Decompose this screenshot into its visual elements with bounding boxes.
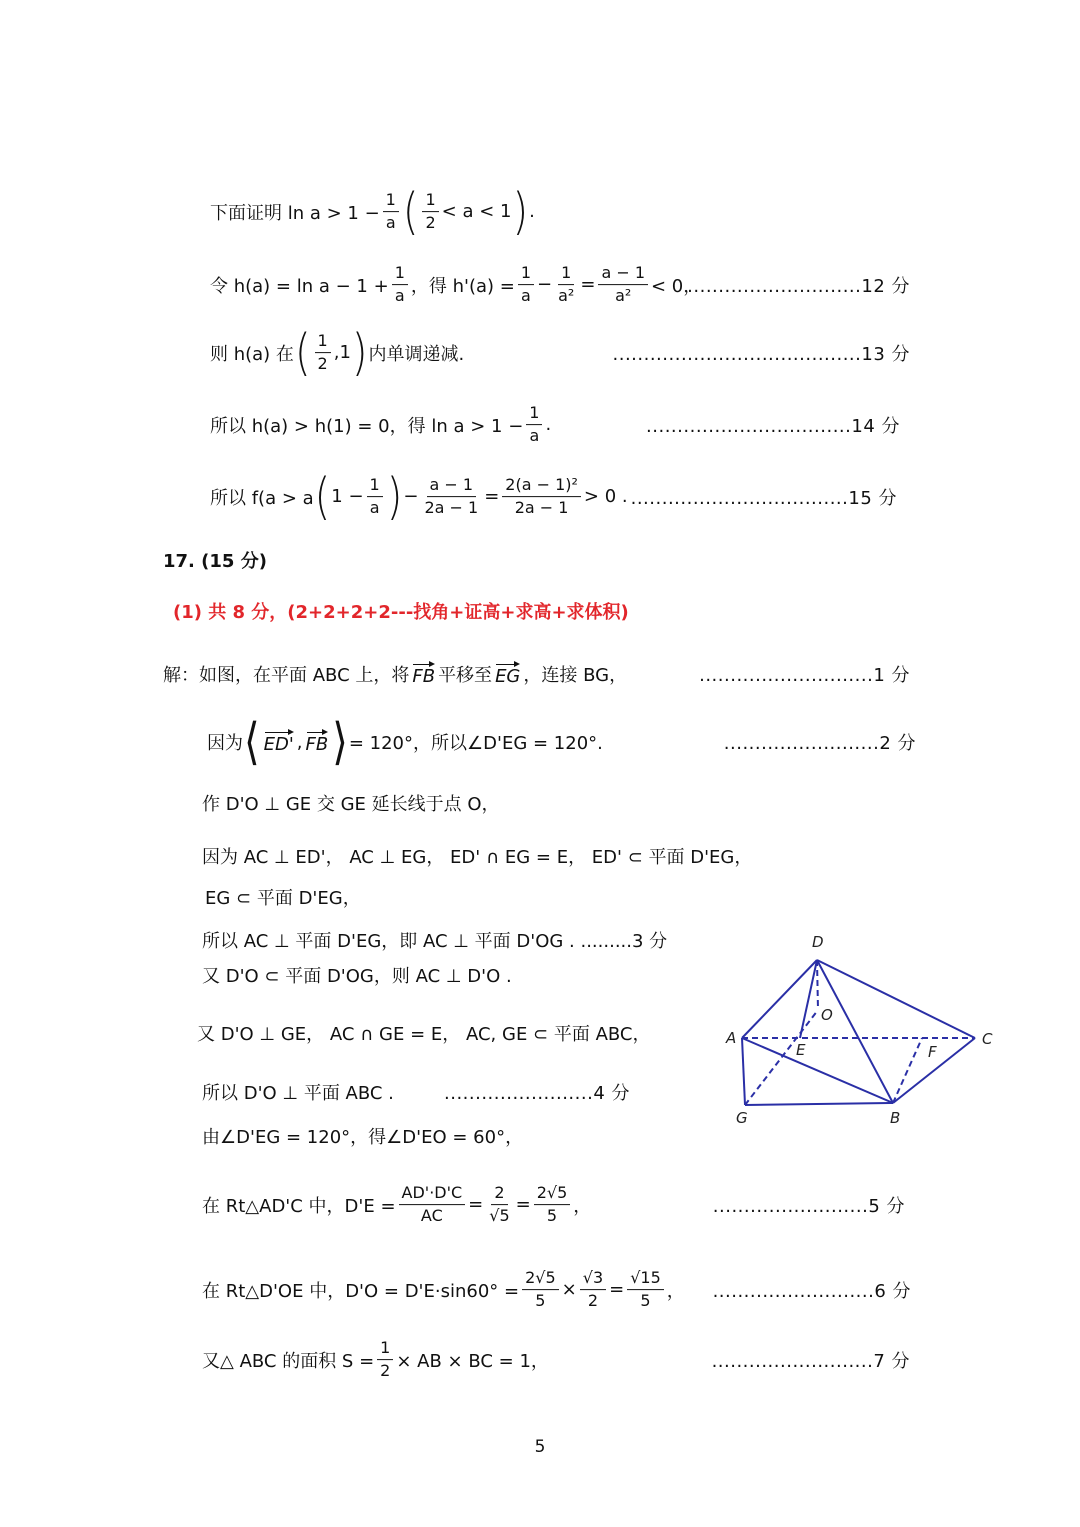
left-paren: (	[402, 183, 419, 241]
angle-60-line: 由∠D'EG = 120°，得∠D'EO = 60°，	[202, 1127, 524, 1148]
scoring-note: (1) 共 8 分，(2+2+2+2---找角+证高+求高+求体积)	[173, 602, 629, 623]
text: ,	[296, 731, 303, 753]
fraction	[502, 476, 581, 518]
numerator: 1	[422, 191, 438, 212]
text: .	[529, 201, 535, 223]
height-conclusion-line: 所以 D'O ⊥ 平面 ABC .	[202, 1083, 394, 1104]
text: ×	[561, 1279, 577, 1301]
text: ，	[666, 1281, 685, 1302]
fraction	[315, 332, 331, 374]
edge-ab	[742, 1038, 893, 1103]
edge-ag	[742, 1038, 745, 1105]
fraction	[598, 264, 648, 306]
numerator: 2(a − 1)²	[502, 476, 581, 497]
fraction	[421, 476, 481, 518]
label-d: D	[812, 933, 824, 951]
edge-dc	[817, 960, 975, 1038]
score-marker: .........................5 分	[712, 1196, 905, 1217]
denominator: 5	[546, 1206, 558, 1226]
label-o: O	[821, 1006, 833, 1024]
fraction	[392, 264, 408, 306]
text: > 0 .	[583, 486, 628, 508]
pyramid-figure	[720, 930, 1010, 1135]
intersection-line: 又 D'O ⊥ GE， AC ∩ GE = E， AC, GE ⊂ 平面 ABC，	[197, 1024, 651, 1045]
plane-perp-line: 所以 AC ⊥ 平面 D'EG，即 AC ⊥ 平面 D'OG . .........3 分	[202, 931, 668, 952]
text: −	[403, 486, 419, 508]
edge-da	[742, 960, 817, 1038]
score-marker: .................................14 分	[646, 416, 900, 437]
denominator: a²	[558, 286, 575, 306]
text: =	[468, 1194, 484, 1216]
label-a: A	[726, 1029, 737, 1047]
denominator: 2	[425, 213, 436, 233]
fraction	[580, 1269, 606, 1311]
text: 因为	[207, 733, 243, 754]
numerator: 1	[367, 476, 383, 497]
right-angle-bracket: ⟩	[332, 713, 348, 771]
label-e: E	[796, 1041, 806, 1059]
text: 平移至	[438, 665, 493, 686]
text: .	[545, 414, 552, 436]
denominator: AC	[420, 1206, 443, 1226]
fraction	[555, 264, 577, 306]
vector-fb: FB	[412, 662, 435, 687]
text: 1 −	[331, 486, 364, 508]
denominator: 2	[317, 354, 328, 374]
text: 令 h(a) = ln a − 1 +	[210, 276, 389, 297]
solution-start-line	[163, 661, 627, 687]
numerator: 2	[491, 1184, 507, 1205]
numerator: 1	[526, 404, 542, 425]
right-paren: )	[351, 324, 368, 382]
left-angle-bracket: ⟨	[244, 713, 260, 771]
text: =	[609, 1279, 625, 1301]
edge-db	[817, 960, 893, 1103]
numerator: 2√5	[522, 1269, 559, 1290]
fraction	[422, 191, 438, 233]
edge-do-hidden	[817, 960, 818, 1010]
numerator: AD'·D'C	[399, 1184, 466, 1205]
score-marker: ...................................15 分	[630, 488, 897, 509]
text: 所以 h(a) > h(1) = 0，得 ln a > 1 −	[210, 416, 524, 437]
label-g: G	[736, 1109, 748, 1127]
text: × AB × BC = 1，	[396, 1351, 549, 1372]
de-length-line	[202, 1184, 591, 1226]
denominator: a	[529, 426, 540, 446]
edge-de	[800, 960, 817, 1038]
left-paren: (	[314, 468, 331, 526]
area-line	[202, 1339, 549, 1381]
text: = 120°，所以∠D'EG = 120°.	[348, 733, 603, 754]
score-marker: ..........................7 分	[711, 1351, 910, 1372]
denominator: 2a − 1	[514, 498, 569, 518]
text: 又△ ABC 的面积 S =	[202, 1351, 375, 1372]
edge-bf-hidden	[893, 1038, 922, 1103]
fraction	[377, 1339, 393, 1381]
numerator: 1	[558, 264, 574, 285]
text: =	[580, 274, 596, 296]
fraction	[486, 1184, 512, 1226]
numerator: 1	[383, 191, 399, 212]
conclusion-line	[210, 404, 551, 446]
fraction	[534, 1184, 571, 1226]
vector-eg: EG	[495, 662, 520, 687]
fraction	[522, 1269, 559, 1311]
angle-line	[207, 713, 603, 771]
denominator: 2a − 1	[424, 498, 479, 518]
problem-heading: 17. (15 分)	[163, 551, 267, 572]
denominator: 2	[380, 1361, 391, 1381]
denominator: 5	[640, 1291, 651, 1311]
text: 在 Rt△AD'C 中，D'E =	[202, 1196, 396, 1217]
label-b: B	[890, 1109, 901, 1127]
page-number: 5	[534, 1437, 546, 1457]
text: ，连接 BG，	[523, 665, 628, 686]
numerator: 1	[377, 1339, 393, 1360]
text: ，得 h'(a) =	[410, 276, 515, 297]
text: ,1	[333, 342, 351, 364]
ac-perp-line: 又 D'O ⊂ 平面 D'OG，则 AC ⊥ D'O .	[202, 966, 512, 987]
perpendicular-line: 因为 AC ⊥ ED'， AC ⊥ EG， ED' ∩ EG = E， ED' ⊂ 平面 D'EG，	[202, 847, 753, 868]
fraction	[518, 264, 534, 306]
score-marker: .........................2 分	[723, 733, 916, 754]
score-marker: ........................4 分	[444, 1083, 630, 1104]
final-inequality-line	[210, 468, 628, 526]
text: −	[537, 274, 553, 296]
text: =	[484, 486, 500, 508]
vector-ed: ED'	[264, 730, 294, 755]
numerator: a − 1	[598, 264, 648, 285]
numerator: √15	[627, 1269, 664, 1290]
left-paren: (	[294, 324, 311, 382]
monotonic-line	[210, 324, 465, 382]
numerator: 1	[315, 332, 331, 353]
right-paren: )	[386, 468, 403, 526]
score-marker: ..........................6 分	[712, 1281, 911, 1302]
fraction	[526, 404, 542, 446]
do-length-line	[202, 1269, 685, 1311]
text: < a < 1	[441, 201, 512, 223]
score-marker: ............................12 分	[687, 276, 910, 297]
denominator: a	[521, 286, 531, 306]
denominator: 5	[535, 1291, 546, 1311]
text: 所以 f(a > a	[210, 488, 314, 509]
construction-line: 作 D'O ⊥ GE 交 GE 延长线于点 O，	[202, 794, 500, 815]
numerator: a − 1	[427, 476, 477, 497]
denominator: a	[394, 286, 405, 306]
score-marker: ............................1 分	[699, 665, 910, 686]
denominator: a	[385, 213, 396, 233]
numerator: 2√5	[534, 1184, 571, 1205]
text: 在 Rt△D'OE 中，D'O = D'E·sin60° =	[202, 1281, 520, 1302]
text: < 0，	[651, 276, 702, 297]
subset-line: EG ⊂ 平面 D'EG，	[205, 888, 361, 909]
proof-intro-line	[210, 183, 535, 241]
text: 下面证明 ln a > 1 −	[210, 203, 380, 224]
label-c: C	[982, 1030, 993, 1048]
numerator: √3	[580, 1269, 606, 1290]
text: 解：如图，在平面 ABC 上，将	[163, 665, 410, 686]
fraction	[627, 1269, 664, 1311]
right-paren: )	[512, 183, 529, 241]
text: 则 h(a) 在	[210, 344, 294, 365]
denominator: a²	[615, 286, 632, 306]
numerator: 1	[392, 264, 408, 285]
score-marker: ........................................13 分	[612, 344, 910, 365]
text: =	[515, 1194, 531, 1216]
vector-fb: FB	[306, 730, 329, 755]
text: ，	[573, 1196, 592, 1217]
text: 内单调递减.	[368, 344, 465, 365]
fraction	[399, 1184, 466, 1226]
numerator: 1	[518, 264, 534, 285]
denominator: a	[369, 498, 380, 518]
denominator: 2	[587, 1291, 599, 1311]
edge-gb	[745, 1103, 893, 1105]
label-f: F	[928, 1043, 937, 1061]
denominator: √5	[489, 1206, 510, 1226]
fraction	[383, 191, 399, 233]
fraction	[367, 476, 383, 518]
derivative-line	[210, 264, 701, 306]
